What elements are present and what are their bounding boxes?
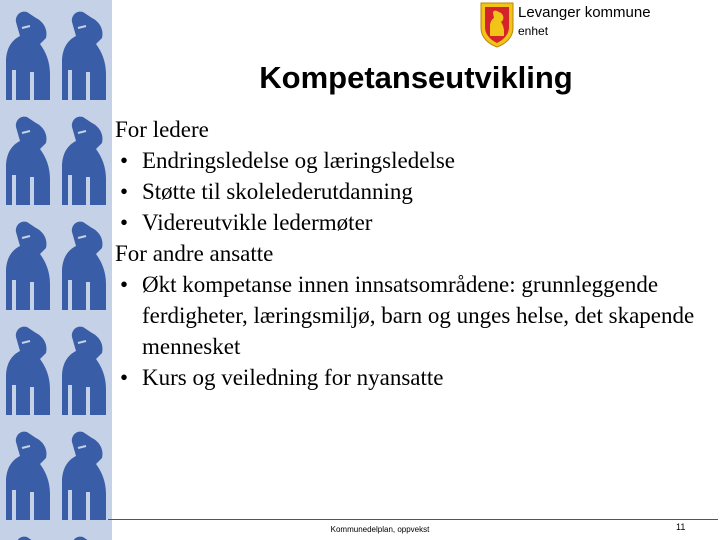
list-item-text: Videreutvikle ledermøter: [142, 210, 373, 235]
list-item-text: Endringsledelse og læringsledelse: [142, 148, 455, 173]
bullet-glyph: •: [120, 272, 129, 297]
bullet-glyph: •: [120, 179, 129, 204]
list-item: [115, 207, 710, 238]
footer-divider: [108, 519, 718, 520]
list-item-text: Støtte til skolelederutdanning: [142, 179, 413, 204]
bullet-glyph: •: [120, 210, 129, 235]
list-item: [115, 176, 710, 207]
slide-title: Kompetanseutvikling: [259, 60, 573, 95]
list-item: [115, 269, 710, 362]
horse-shield-icon: [480, 2, 514, 48]
list-item: [115, 145, 710, 176]
horse-pattern-decoration: [0, 0, 112, 540]
page-number: 11: [676, 522, 686, 532]
list-item: [115, 362, 710, 393]
footer-text: Kommunedelplan, oppvekst: [330, 525, 430, 534]
slide-body: [115, 114, 710, 393]
section-heading-leaders: For ledere: [115, 117, 209, 142]
section-heading-other-staff: For andre ansatte: [115, 241, 274, 266]
bullet-glyph: •: [120, 365, 129, 390]
bullet-list-leaders: [115, 145, 710, 238]
organization-name: Levanger kommune: [518, 4, 651, 21]
list-item-text: Kurs og veiledning for nyansatte: [142, 365, 444, 390]
organization-unit: enhet: [518, 24, 549, 38]
bullet-glyph: •: [120, 148, 129, 173]
bullet-list-other-staff: [115, 269, 710, 393]
list-item-text: Økt kompetanse innen innsatsområdene: grunnleggende ferdigheter, læringsmiljø, barn og unges helse, det skapende mennesket: [142, 272, 695, 359]
